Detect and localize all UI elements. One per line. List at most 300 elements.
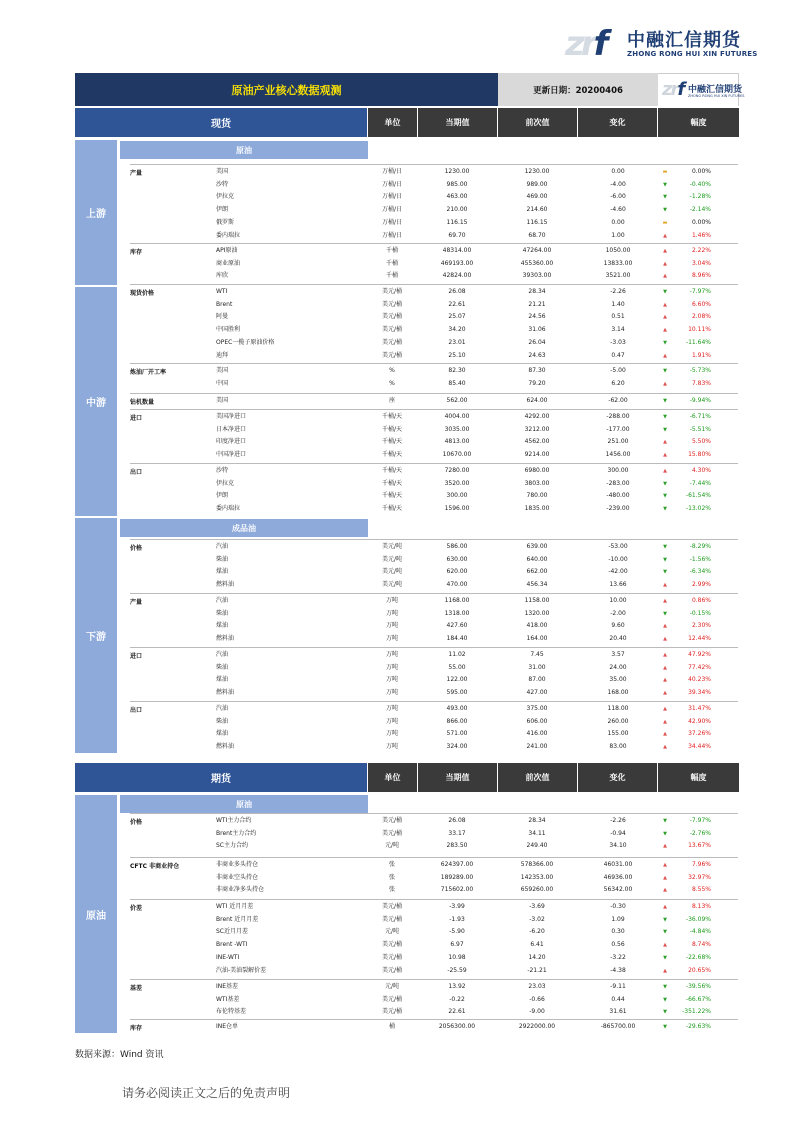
arrow-down-icon: ▼: [663, 1024, 667, 1030]
row-pct: -1.56%: [689, 555, 711, 563]
arrow-up-icon: ▲: [663, 967, 667, 974]
row-current: 82.30: [448, 367, 466, 374]
row-current: -0.22: [449, 995, 465, 1003]
row-change: 0.56: [611, 941, 625, 949]
row-unit: 张: [388, 886, 395, 894]
row-unit: 万吨: [385, 663, 398, 671]
row-unit: 美元/桶: [381, 313, 403, 321]
table-row: [0, 1006, 793, 1019]
row-pct: -5.73%: [689, 367, 711, 374]
row-change: 46031.00: [603, 861, 633, 868]
row-previous: 1230.00: [524, 168, 550, 175]
row-change: 6.20: [611, 379, 625, 387]
row-pct: 20.65%: [688, 966, 711, 974]
row-pct: -11.64%: [685, 338, 711, 346]
row-current: 2056300.00: [438, 1023, 476, 1030]
table-row: [0, 191, 793, 204]
row-change: 46936.00: [603, 873, 633, 881]
arrow-down-icon: ▼: [663, 289, 667, 295]
spot-header-row: [75, 108, 739, 137]
row-name: WTI: [216, 288, 228, 295]
row-name: 伊拉克: [216, 479, 235, 487]
row-pct: -2.14%: [689, 206, 711, 214]
arrow-down-icon: ▼: [663, 181, 667, 188]
table-row: [0, 994, 793, 1007]
table-row: [0, 286, 793, 299]
row-previous: 68.70: [528, 231, 546, 239]
row-unit: %: [389, 379, 395, 387]
arrow-up-icon: ▲: [663, 677, 667, 684]
row-previous: 6980.00: [524, 467, 550, 474]
row-current: 22.61: [448, 300, 466, 308]
table-row: [0, 728, 793, 741]
row-pct: 77.42%: [688, 663, 711, 671]
flat-icon: ▬: [662, 169, 668, 175]
row-unit: 万桶/日: [381, 231, 403, 239]
arrow-down-icon: ▼: [663, 929, 667, 936]
row-current: 6.97: [450, 941, 464, 949]
row-previous: 7.45: [530, 651, 544, 658]
row-current: 22.61: [448, 1008, 466, 1016]
previous-header: 前次值: [498, 108, 578, 137]
row-change: -239.00: [606, 505, 630, 513]
row-previous: 249.40: [526, 842, 548, 850]
group-divider: [130, 1019, 738, 1020]
row-previous: 31.00: [528, 663, 546, 671]
row-pct: -2.76%: [689, 829, 711, 837]
row-name: Brent: [216, 300, 233, 308]
row-change: 56342.00: [603, 886, 633, 894]
row-current: 1318.00: [444, 609, 470, 617]
row-name: Brent 近月月差: [216, 915, 259, 923]
arrow-down-icon: ▼: [663, 480, 667, 487]
row-change: -5.00: [610, 367, 626, 374]
table-row: [0, 503, 793, 516]
row-unit: 千桶/天: [381, 413, 403, 420]
row-name: 汽油: [216, 597, 229, 604]
row-change: 9.60: [611, 622, 625, 630]
row-name: 迪拜: [216, 351, 229, 359]
row-change: -288.00: [606, 413, 630, 420]
current-header: 当期值: [418, 763, 498, 792]
row-current: 33.17: [448, 829, 466, 837]
row-pct: 31.47%: [688, 705, 711, 712]
row-current: 7280.00: [444, 467, 470, 474]
row-pct: 13.67%: [688, 842, 711, 850]
row-previous: 79.20: [528, 379, 546, 387]
row-unit: 美元/桶: [381, 941, 403, 949]
row-name: 中国胜利: [216, 326, 241, 334]
table-row: [0, 299, 793, 312]
row-name: 汽油: [216, 651, 229, 658]
row-previous: 3212.00: [524, 425, 550, 433]
row-change: -2.00: [610, 609, 626, 617]
row-previous: 4292.00: [524, 413, 550, 420]
row-unit: 元/吨: [384, 842, 400, 850]
arrow-down-icon: ▼: [663, 1009, 667, 1016]
arrow-down-icon: ▼: [663, 207, 667, 214]
row-name: 柴油: [216, 717, 229, 725]
row-previous: 456.34: [526, 581, 548, 589]
row-change: 168.00: [607, 689, 629, 697]
row-name: INE基差: [216, 983, 239, 990]
row-current: 300.00: [446, 492, 468, 500]
row-change: -2.26: [610, 288, 626, 295]
row-previous: 624.00: [526, 397, 548, 404]
row-name: 燃料油: [216, 689, 235, 697]
table-row: [0, 217, 793, 230]
row-unit: 万桶/日: [381, 168, 403, 175]
table-row: [0, 566, 793, 579]
row-pct: 1.46%: [691, 231, 711, 239]
row-name: 伊朗: [216, 206, 229, 214]
row-change: 260.00: [607, 717, 629, 725]
row-current: 469193.00: [440, 259, 474, 267]
table-row: [0, 687, 793, 700]
row-previous: 3803.00: [524, 479, 550, 487]
group-divider: [130, 857, 738, 858]
row-current: 189289.00: [440, 873, 474, 881]
row-previous: -3.69: [529, 903, 545, 910]
row-unit: 美元/桶: [381, 351, 403, 359]
table-row: [0, 449, 793, 462]
row-pct: 37.26%: [688, 730, 711, 738]
row-name: 非商业空头持仓: [216, 873, 259, 881]
arrow-up-icon: ▲: [663, 690, 667, 697]
row-change: 13833.00: [603, 259, 633, 267]
arrow-down-icon: ▼: [663, 984, 667, 990]
row-unit: 元/吨: [384, 983, 400, 990]
row-unit: 千桶/天: [381, 467, 403, 474]
table-row: [0, 378, 793, 391]
sub-header-crude: 原油: [120, 141, 368, 159]
table-row: [0, 230, 793, 243]
row-current: 630.00: [446, 555, 468, 563]
change-header: 变化: [578, 108, 658, 137]
arrow-down-icon: ▼: [663, 414, 667, 420]
row-previous: 142353.00: [520, 873, 554, 881]
table-row: [0, 914, 793, 927]
row-unit: %: [389, 367, 395, 374]
row-name: 沙特: [216, 180, 229, 188]
table-row: [0, 166, 793, 179]
row-unit: 美元/吨: [381, 543, 403, 550]
row-name: SC近月月差: [216, 928, 248, 936]
unit-header: 单位: [368, 763, 418, 792]
row-pct: -6.34%: [689, 568, 711, 576]
table-row: [0, 465, 793, 478]
row-current: 715602.00: [440, 886, 474, 894]
flat-icon: ▬: [662, 219, 668, 226]
row-current: 4813.00: [444, 438, 470, 446]
group-divider: [130, 701, 738, 702]
row-previous: 116.15: [526, 218, 548, 226]
row-change: 24.00: [609, 663, 627, 671]
row-pct: -8.29%: [689, 543, 711, 550]
region-futures-crude: 原油: [75, 795, 117, 1034]
row-previous: 31.06: [528, 326, 546, 334]
arrow-down-icon: ▼: [663, 996, 667, 1003]
row-current: 324.00: [446, 743, 468, 751]
row-name: 委内瑞拉: [216, 231, 241, 239]
table-row: [0, 649, 793, 662]
row-previous: 164.00: [526, 635, 548, 643]
row-name: 美国: [216, 367, 229, 374]
row-current: 3520.00: [444, 479, 470, 487]
row-change: 1050.00: [605, 247, 631, 254]
table-row: [0, 662, 793, 675]
row-unit: 千桶: [385, 272, 398, 280]
row-change: 31.61: [609, 1008, 627, 1016]
row-unit: 千桶/天: [381, 505, 403, 513]
arrow-up-icon: ▲: [663, 887, 667, 894]
arrow-down-icon: ▼: [663, 398, 667, 404]
row-change: -53.00: [608, 543, 628, 550]
row-pct: -22.68%: [685, 953, 711, 961]
row-pct: 0.00%: [691, 168, 711, 175]
row-name: 商业原油: [216, 259, 241, 267]
row-unit: 万桶/日: [381, 218, 403, 226]
logo-mark: zrf: [565, 24, 605, 64]
row-pct: -0.40%: [689, 180, 711, 188]
row-previous: 28.34: [528, 288, 546, 295]
row-unit: 万吨: [385, 622, 398, 630]
row-unit: 万吨: [385, 730, 398, 738]
group-label: 进口: [130, 653, 143, 660]
group-label: 价格: [130, 819, 143, 826]
row-previous: -21.21: [527, 966, 547, 974]
row-current: 4004.00: [444, 413, 470, 420]
row-previous: 1835.00: [524, 505, 550, 513]
row-change: 3.14: [611, 326, 625, 334]
arrow-up-icon: ▲: [663, 942, 667, 949]
row-change: 300.00: [607, 467, 629, 474]
arrow-down-icon: ▼: [663, 556, 667, 563]
group-label: 钻机数量: [130, 399, 155, 406]
row-unit: 美元/桶: [381, 903, 403, 910]
row-previous: 455360.00: [520, 259, 554, 267]
region-upstream: 上游: [75, 140, 117, 286]
row-current: 34.20: [448, 326, 466, 334]
row-pct: 2.30%: [691, 622, 711, 630]
row-name: 煤油: [216, 730, 229, 738]
group-label: 基差: [130, 985, 143, 992]
row-change: 3521.00: [605, 272, 631, 280]
table-row: [0, 859, 793, 872]
row-pct: -351.22%: [682, 1008, 711, 1016]
arrow-down-icon: ▼: [663, 830, 667, 837]
row-unit: 美元/吨: [381, 581, 403, 589]
row-current: 3035.00: [444, 425, 470, 433]
row-unit: 万桶/日: [381, 206, 403, 214]
table-row: [0, 703, 793, 716]
row-unit: 美元/桶: [381, 915, 403, 923]
table-row: [0, 478, 793, 491]
table-row: [0, 872, 793, 885]
group-divider: [130, 813, 738, 814]
row-change: 35.00: [609, 676, 627, 684]
row-unit: 桶: [388, 1023, 395, 1030]
group-label: 库存: [130, 1025, 143, 1032]
table-row: [0, 965, 793, 978]
sub-header-futures-crude: 原油: [120, 795, 368, 813]
row-name: 燃料油: [216, 581, 235, 589]
row-name: 美国: [216, 397, 229, 404]
row-pct: 12.44%: [688, 635, 711, 643]
row-pct: -7.97%: [689, 288, 711, 295]
group-label: 产量: [130, 170, 143, 177]
arrow-down-icon: ▼: [663, 426, 667, 433]
row-change: -6.00: [610, 193, 626, 201]
table-row: [0, 901, 793, 914]
row-current: 23.01: [448, 338, 466, 346]
row-change: -42.00: [608, 568, 628, 576]
row-previous: 24.63: [528, 351, 546, 359]
row-unit: 万吨: [385, 609, 398, 617]
row-unit: 美元/桶: [381, 829, 403, 837]
row-change: 0.47: [611, 351, 625, 359]
row-previous: 34.11: [528, 829, 546, 837]
row-previous: 241.00: [526, 743, 548, 751]
arrow-up-icon: ▲: [663, 718, 667, 725]
table-row: [0, 926, 793, 939]
row-previous: -0.66: [529, 995, 545, 1003]
row-unit: 万吨: [385, 689, 398, 697]
table-row: [0, 952, 793, 965]
row-name: 汽油: [216, 705, 229, 712]
row-unit: 万桶/日: [381, 193, 403, 201]
row-current: 595.00: [446, 689, 468, 697]
row-name: 伊拉克: [216, 193, 235, 201]
row-previous: 87.00: [528, 676, 546, 684]
row-pct: -0.15%: [689, 609, 711, 617]
row-current: 427.60: [446, 622, 468, 630]
row-unit: 美元/桶: [381, 338, 403, 346]
sub-header-products: 成品油: [120, 519, 368, 537]
row-change: -4.38: [610, 966, 626, 974]
row-current: 69.70: [448, 231, 466, 239]
table-row: [0, 579, 793, 592]
row-unit: 千桶/天: [381, 479, 403, 487]
row-pct: 40.23%: [688, 676, 711, 684]
row-pct: 2.22%: [691, 247, 711, 254]
row-name: Brent主力合约: [216, 829, 257, 837]
row-current: 1596.00: [444, 505, 470, 513]
row-name: Brent -WTI: [216, 941, 248, 949]
group-label: 价格: [130, 545, 143, 552]
row-change: -62.00: [608, 397, 628, 404]
row-change: -177.00: [606, 425, 630, 433]
row-pct: 32.97%: [688, 873, 711, 881]
unit-header: 单位: [368, 108, 418, 137]
data-source: 数据来源：Wind 资讯: [75, 1050, 164, 1060]
arrow-up-icon: ▲: [663, 301, 667, 308]
arrow-down-icon: ▼: [663, 818, 667, 824]
row-current: 620.00: [446, 568, 468, 576]
row-name: 汽油: [216, 543, 229, 550]
row-pct: -9.94%: [689, 397, 711, 404]
row-name: WTI主力合约: [216, 817, 252, 824]
row-name: INE仓单: [216, 1023, 239, 1030]
row-unit: 千桶: [385, 259, 398, 267]
arrow-up-icon: ▲: [663, 380, 667, 387]
row-pct: 39.34%: [688, 689, 711, 697]
page-title: 原油产业核心数据观测: [75, 73, 498, 106]
row-unit: 美元/桶: [381, 817, 403, 824]
row-previous: 659260.00: [520, 886, 554, 894]
table-row: [0, 554, 793, 567]
row-previous: 9214.00: [524, 451, 550, 459]
table-row: [0, 840, 793, 853]
row-change: 251.00: [607, 438, 629, 446]
arrow-up-icon: ▲: [663, 744, 667, 751]
row-current: -5.90: [449, 928, 465, 936]
row-pct: -4.84%: [689, 928, 711, 936]
arrow-up-icon: ▲: [663, 248, 667, 254]
arrow-down-icon: ▼: [663, 506, 667, 513]
row-pct: -7.44%: [689, 479, 711, 487]
group-label: 出口: [130, 469, 143, 476]
row-pct: 4.30%: [691, 467, 711, 474]
row-current: 493.00: [446, 705, 468, 712]
row-previous: 214.60: [526, 206, 548, 214]
row-name: 中国净进口: [216, 451, 247, 459]
row-name: API原油: [216, 247, 238, 254]
row-name: 柴油: [216, 555, 229, 563]
row-unit: 万吨: [385, 676, 398, 684]
futures-header-row: [75, 763, 739, 792]
arrow-up-icon: ▲: [663, 652, 667, 658]
table-row: [0, 884, 793, 897]
row-pct: 5.50%: [691, 438, 711, 446]
row-name: OPEC一揽子原油价格: [216, 338, 275, 346]
table-row: [0, 395, 793, 408]
row-pct: 34.44%: [688, 743, 711, 751]
group-divider: [130, 393, 738, 394]
row-change: 0.51: [611, 313, 625, 321]
row-current: 42824.00: [442, 272, 472, 280]
row-name: 美国净进口: [216, 413, 247, 420]
arrow-up-icon: ▲: [663, 327, 667, 334]
arrow-down-icon: ▼: [663, 610, 667, 617]
table-row: [0, 1021, 793, 1034]
row-unit: 万吨: [385, 705, 398, 712]
row-previous: 14.20: [528, 953, 546, 961]
logo-cn: 中融汇信期货: [627, 30, 741, 51]
row-current: 55.00: [448, 663, 466, 671]
arrow-up-icon: ▲: [663, 623, 667, 630]
table-row: [0, 324, 793, 337]
row-current: -3.99: [449, 903, 465, 910]
row-previous: -3.02: [529, 915, 545, 923]
row-change: 0.44: [611, 995, 625, 1003]
row-pct: 42.90%: [688, 717, 711, 725]
table-row: [0, 490, 793, 503]
group-divider: [130, 539, 738, 540]
table-row: [0, 620, 793, 633]
row-pct: 8.96%: [691, 272, 711, 280]
group-divider: [130, 593, 738, 594]
row-previous: 1320.00: [524, 609, 550, 617]
row-name: 阿曼: [216, 313, 229, 321]
row-change: -480.00: [606, 492, 630, 500]
previous-header: 前次值: [498, 763, 578, 792]
row-unit: 万吨: [385, 635, 398, 643]
row-name: 美国: [216, 168, 229, 175]
table-row: [0, 815, 793, 828]
group-divider: [130, 363, 738, 364]
row-unit: 千桶/天: [381, 492, 403, 500]
